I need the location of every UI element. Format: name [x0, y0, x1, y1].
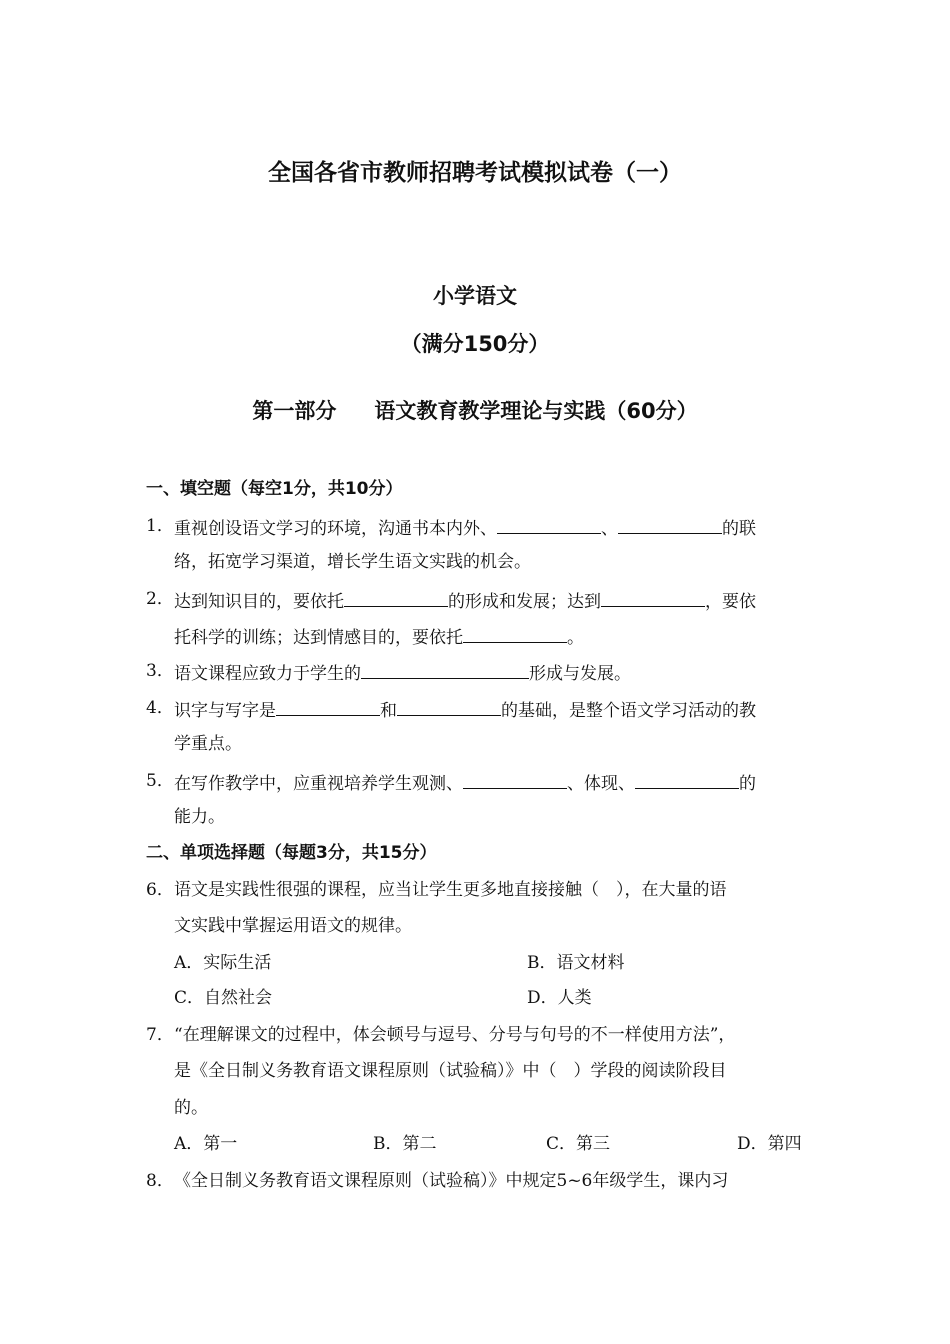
question-7-line-1: “在理解课文的过程中，体会顿号与逗号、分号与句号的不一样使用方法”，: [174, 1025, 736, 1045]
question-number: 5．: [146, 771, 174, 791]
answer-blank[interactable]: [618, 518, 722, 534]
option-c[interactable]: C．第三: [546, 1134, 611, 1154]
option-d[interactable]: D．人类: [527, 988, 592, 1008]
answer-blank[interactable]: [463, 627, 567, 643]
question-2-line-2: 托科学的训练；达到情感目的，要依托 。: [174, 628, 584, 648]
answer-blank[interactable]: [397, 700, 501, 716]
answer-blank[interactable]: [601, 591, 705, 607]
question-number: 4．: [146, 698, 174, 718]
question-number: 2．: [146, 589, 174, 609]
question-4-line-2: 学重点。: [174, 734, 242, 754]
question-7-line-2: 是《全日制义务教育语文课程原则（试验稿）》中（ ）学段的阅读阶段目: [174, 1061, 727, 1081]
question-3-line-1: 语文课程应致力于学生的 形成与发展。: [174, 664, 631, 684]
question-number: 1．: [146, 516, 174, 536]
question-number: 8．: [146, 1171, 174, 1191]
question-1-line-1: 重视创设语文学习的环境，沟通书本内外、 、 的联: [174, 519, 756, 539]
part-heading: [0, 401, 950, 422]
section-choice-heading: 二、单项选择题（每题3分，共15分）: [146, 843, 437, 863]
option-a[interactable]: A．实际生活: [174, 953, 272, 973]
question-2-line-1: 达到知识目的，要依托 的形成和发展；达到 ，要依: [174, 592, 756, 612]
option-d[interactable]: D．第四: [737, 1134, 802, 1154]
question-6-line-1: 语文是实践性很强的课程，应当让学生更多地直接接触（ ），在大量的语: [174, 880, 727, 900]
question-number: 7．: [146, 1025, 174, 1045]
answer-blank[interactable]: [361, 663, 529, 679]
option-b[interactable]: B．语文材料: [527, 953, 625, 973]
question-6-line-2: 文实践中掌握运用语文的规律。: [174, 916, 412, 936]
question-number: 6．: [146, 880, 174, 900]
full-score: （满分150分）: [400, 332, 550, 356]
answer-blank[interactable]: [635, 773, 739, 789]
option-a[interactable]: A．第一: [174, 1134, 238, 1154]
question-4-line-1: 识字与写字是 和 的基础，是整个语文学习活动的教: [174, 701, 756, 721]
question-5-line-2: 能力。: [174, 807, 225, 827]
question-1-line-2: 络，拓宽学习渠道，增长学生语文实践的机会。: [174, 552, 531, 572]
section-fill-blank-heading: 一、填空题（每空1分，共10分）: [146, 479, 403, 499]
answer-blank[interactable]: [344, 591, 448, 607]
question-7-line-3: 的。: [174, 1098, 208, 1118]
subject-title: 小学语文: [433, 284, 517, 308]
answer-blank[interactable]: [497, 518, 601, 534]
question-5-line-1: 在写作教学中，应重视培养学生观测、 、体现、 的: [174, 774, 756, 794]
part-label: 第一部分: [252, 399, 337, 423]
question-number: 3．: [146, 661, 174, 681]
answer-blank[interactable]: [276, 700, 380, 716]
answer-blank[interactable]: [463, 773, 567, 789]
question-8-line-1: 《全日制义务教育语文课程原则（试验稿）》中规定5~6年级学生，课内习: [174, 1171, 729, 1191]
part-title: 语文教育教学理论与实践（60分）: [374, 399, 698, 423]
exam-title: 全国各省市教师招聘考试模拟试卷（一）: [268, 160, 682, 186]
option-b[interactable]: B．第二: [373, 1134, 437, 1154]
option-c[interactable]: C．自然社会: [174, 988, 273, 1008]
